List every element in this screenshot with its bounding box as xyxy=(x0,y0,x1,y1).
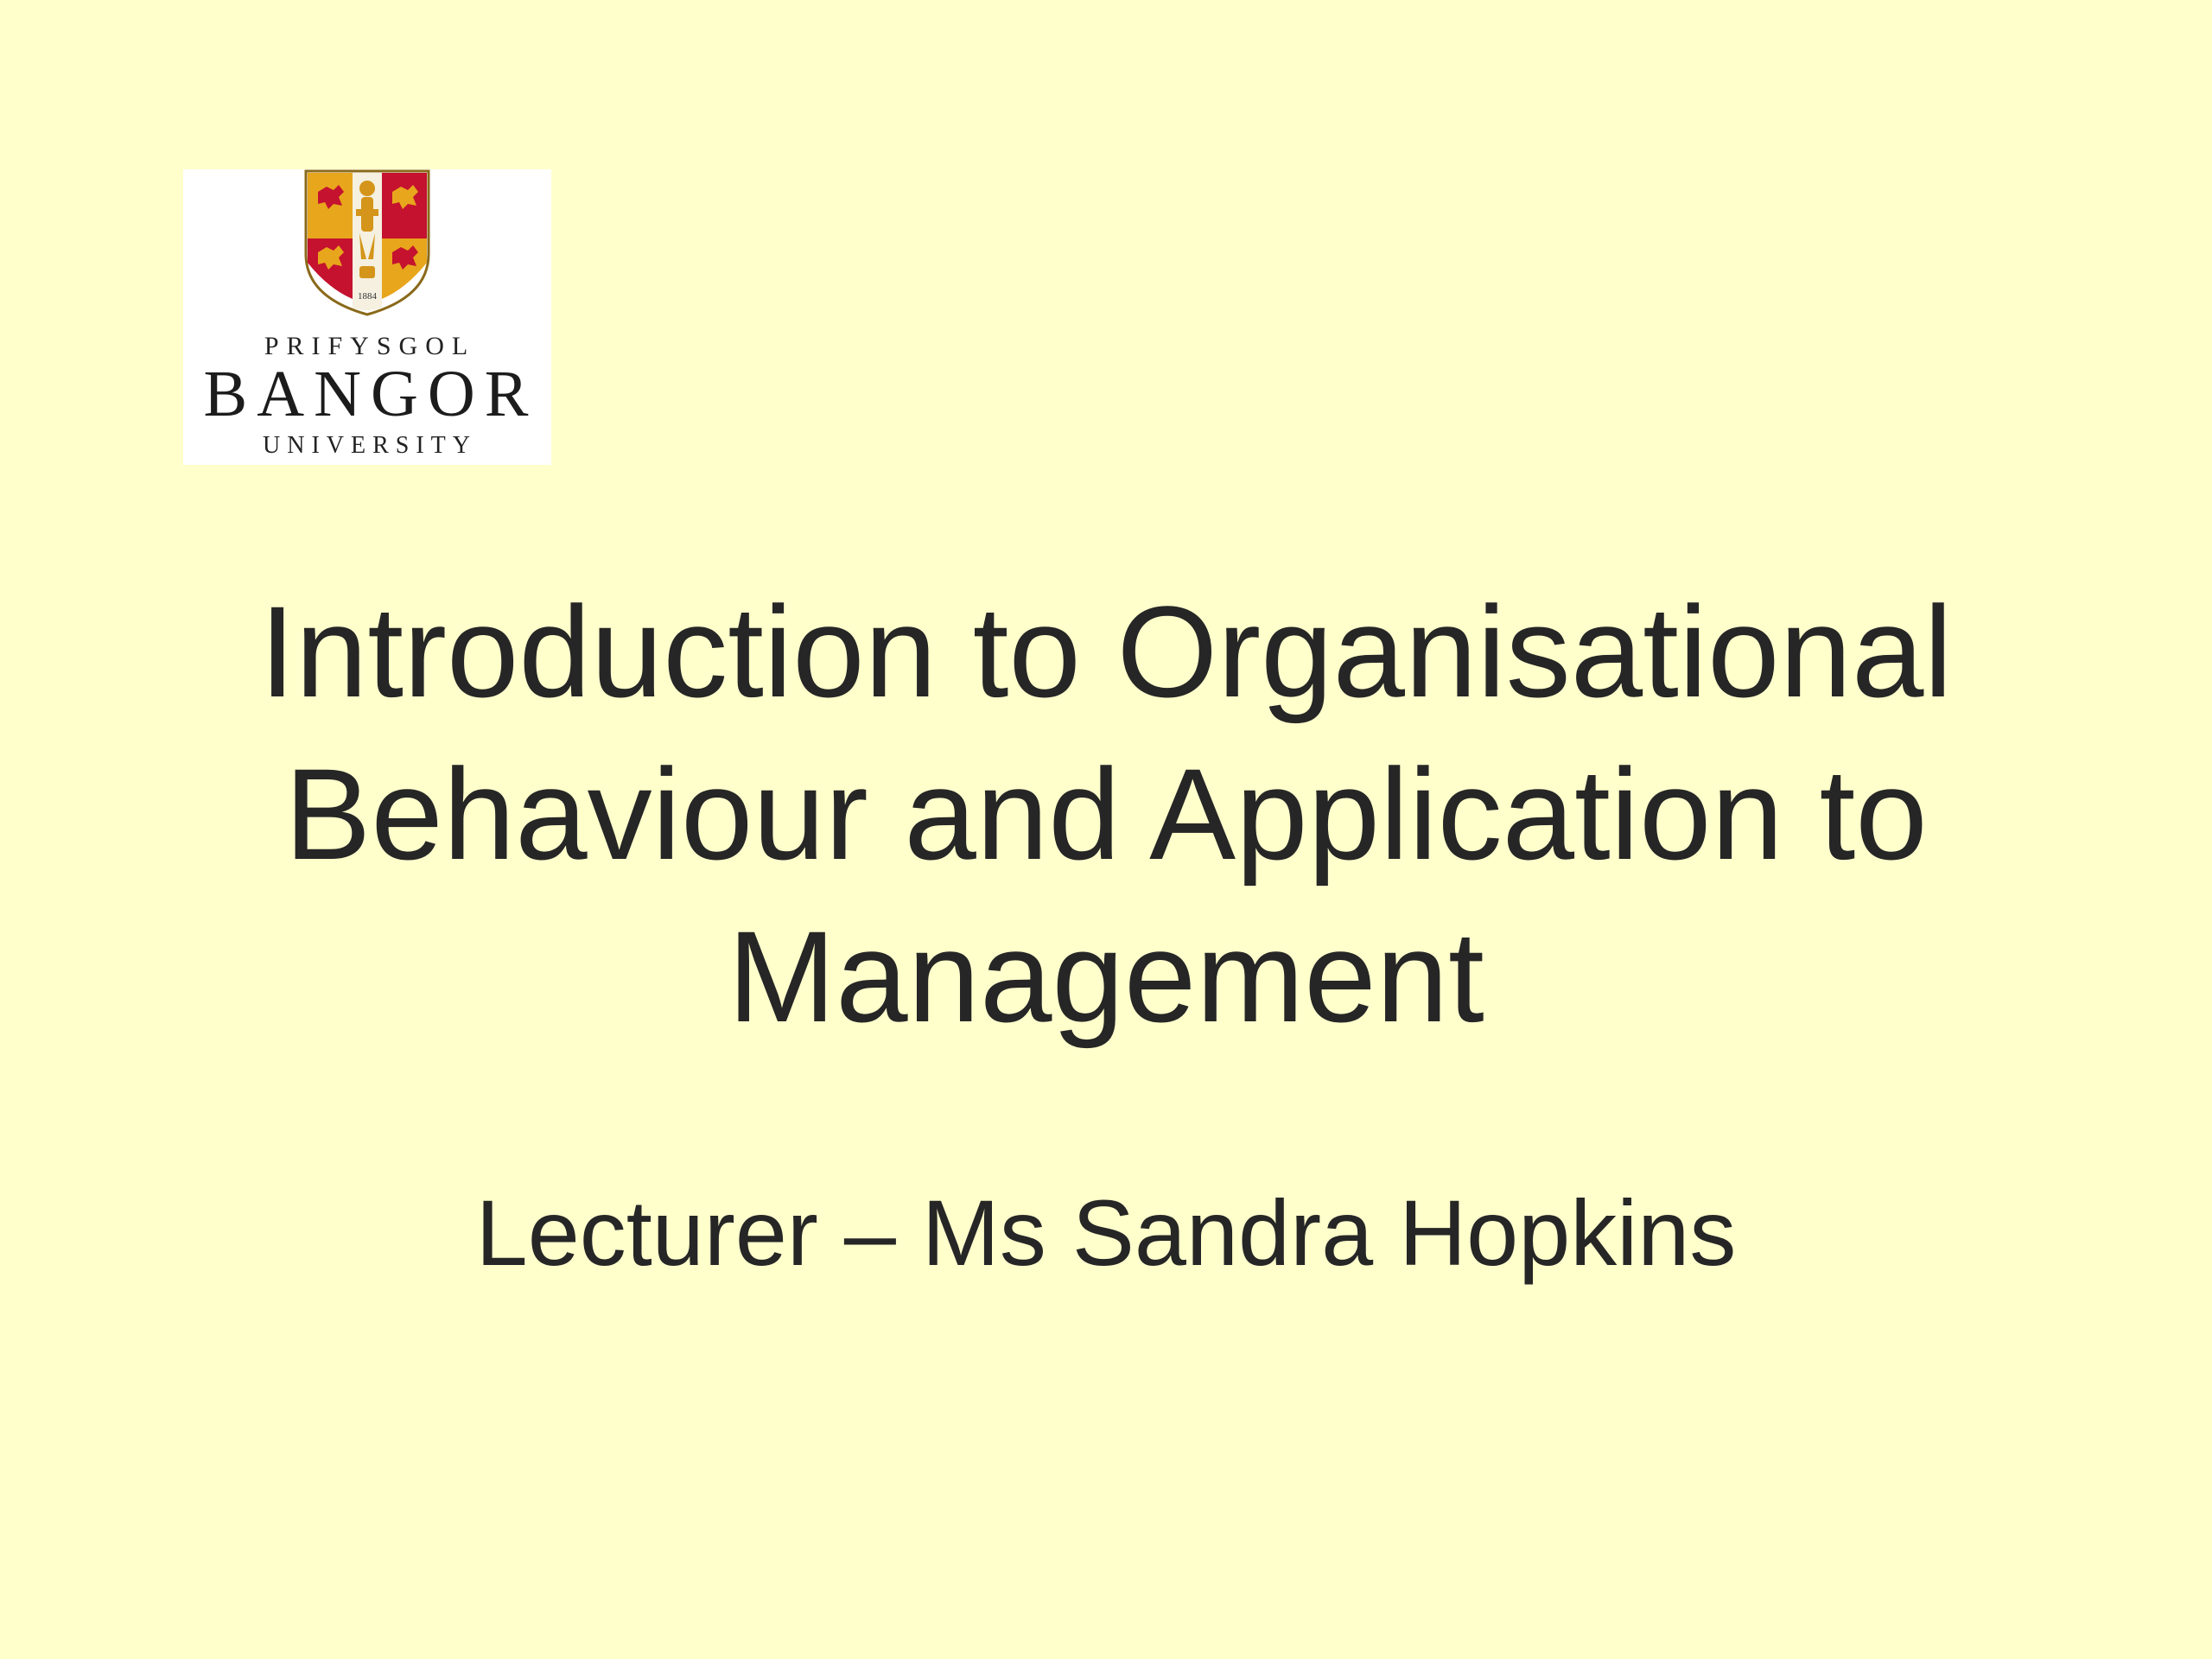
logo-line-bangor: BANGOR xyxy=(203,358,538,430)
slide-subtitle-lecturer: Lecturer – Ms Sandra Hopkins xyxy=(475,1180,1737,1285)
title-line-1: Introduction to Organisational xyxy=(259,579,1953,724)
logo-line-university: UNIVERSITY xyxy=(263,432,477,459)
crest-year-text: 1884 xyxy=(358,291,377,302)
university-crest-icon xyxy=(302,169,432,316)
title-line-2: Behaviour and Application to xyxy=(284,741,1928,887)
slide-title xyxy=(138,570,2074,1058)
university-logo xyxy=(183,169,551,465)
logo-line-prifysgol: PRIFYSGOL xyxy=(264,332,476,360)
title-line-3: Management xyxy=(728,904,1484,1049)
